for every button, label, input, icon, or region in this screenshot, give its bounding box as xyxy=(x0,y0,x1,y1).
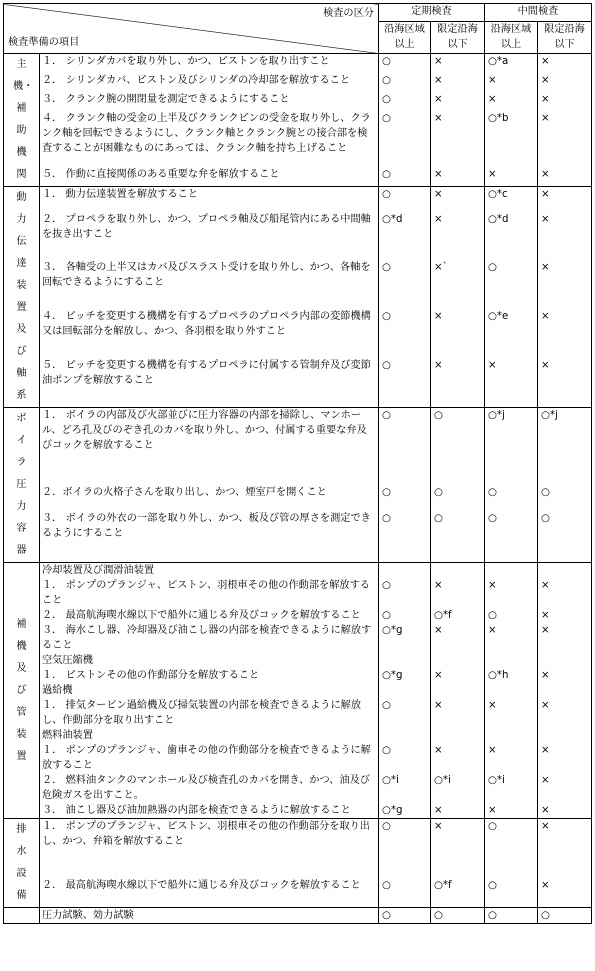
requirement-mark: × xyxy=(431,54,485,73)
item-description: １． ポンプのプランジャ、ピストン、羽根車その他の作動部分を取り出し、かつ、弁箱を解放すること xyxy=(40,819,379,878)
table-row xyxy=(4,358,592,408)
table-row xyxy=(4,653,592,668)
requirement-mark: × xyxy=(538,803,592,819)
item-description: １． ポンプのプランジャ、ピストン、羽根車その他の作動部を解放すること xyxy=(40,578,379,608)
requirement-mark: ○*i xyxy=(379,773,431,803)
requirement-mark: × xyxy=(538,819,592,878)
inspection-table xyxy=(3,3,592,924)
requirement-mark: ○*d xyxy=(485,212,538,261)
requirement-mark: ○*g xyxy=(379,803,431,819)
item-description: ５． ピッチを変更する機構を有するプロペラに付属する管制弁及び変節油ポンプを解放すること xyxy=(40,358,379,408)
table-row xyxy=(4,187,592,212)
requirement-mark: × xyxy=(485,743,538,773)
requirement-mark: ○ xyxy=(379,908,431,924)
requirement-mark xyxy=(431,728,485,743)
requirement-mark xyxy=(538,653,592,668)
requirement-mark xyxy=(379,563,431,579)
requirement-mark: × xyxy=(538,73,592,92)
requirement-mark: × xyxy=(485,167,538,186)
requirement-mark: × xyxy=(538,623,592,653)
requirement-mark xyxy=(538,683,592,698)
category-cell: 動力伝達装置及び軸系 xyxy=(4,187,40,408)
requirement-mark: × xyxy=(431,578,485,608)
requirement-mark: × xyxy=(431,187,485,212)
item-description: ２． プロペラを取り外し、かつ、プロペラ軸及び船尾管内にある中間軸を抜き出すこと xyxy=(40,212,379,261)
table-row xyxy=(4,698,592,728)
item-description: ４． クランク軸の受金の上半及びクランクピンの受金を取り外し、クランク軸を回転できるようにし、クランク軸とクランク腕との接合部を検査することが困難なものにあっては、クランク軸を持ち上げること xyxy=(40,111,379,167)
requirement-mark: × xyxy=(485,92,538,111)
requirement-mark xyxy=(485,653,538,668)
requirement-mark xyxy=(538,563,592,579)
requirement-mark xyxy=(538,728,592,743)
requirement-mark: ○ xyxy=(379,819,431,878)
requirement-mark: × xyxy=(431,803,485,819)
requirement-mark: × xyxy=(485,358,538,408)
requirement-mark xyxy=(485,728,538,743)
requirement-mark: × xyxy=(538,668,592,683)
requirement-mark: ○ xyxy=(485,878,538,908)
item-description: １． 排気タービン過給機及び掃気装置の内部を検査できるように解放し、作動部分を取り出すこと xyxy=(40,698,379,728)
item-description: ２． 最高航海喫水線以下で船外に通じる弁及びコックを解放すること xyxy=(40,878,379,908)
requirement-mark xyxy=(485,683,538,698)
requirement-mark: × xyxy=(431,698,485,728)
requirement-mark: × xyxy=(431,111,485,167)
requirement-mark xyxy=(431,683,485,698)
requirement-mark: × xyxy=(485,803,538,819)
requirement-mark: × xyxy=(431,358,485,408)
requirement-mark: ○*c xyxy=(485,187,538,212)
requirement-mark: × xyxy=(538,187,592,212)
requirement-mark: ○*h xyxy=(485,668,538,683)
intermediate-limited-under-header: 限定沿海以下 xyxy=(538,22,592,54)
requirement-mark: ○*g xyxy=(379,668,431,683)
periodic-inspection-header: 定期検査 xyxy=(379,4,485,22)
requirement-mark: × xyxy=(538,878,592,908)
item-description: ３． 海水こし器、冷却器及び油こし器の内部を検査できるように解放すること xyxy=(40,623,379,653)
table-row xyxy=(4,111,592,167)
requirement-mark: × xyxy=(431,212,485,261)
requirement-mark: × xyxy=(485,698,538,728)
requirement-mark: × xyxy=(431,167,485,186)
requirement-mark: ○ xyxy=(538,485,592,511)
requirement-mark: ○*i xyxy=(485,773,538,803)
item-description: 圧力試験、効力試験 xyxy=(40,908,379,924)
requirement-mark: × xyxy=(538,608,592,623)
requirement-mark: × xyxy=(431,819,485,878)
requirement-mark xyxy=(379,683,431,698)
category-cell: 排水設備 xyxy=(4,819,40,908)
item-description: １． ピストンその他の作動部分を解放すること xyxy=(40,668,379,683)
requirement-mark: × xyxy=(485,73,538,92)
item-description: 空気圧縮機 xyxy=(40,653,379,668)
table-row xyxy=(4,73,592,92)
requirement-mark: ○ xyxy=(379,309,431,358)
item-description: ３． ボイラの外衣の一部を取り外し、かつ、板及び管の厚さを測定できるようにすること xyxy=(40,511,379,563)
requirement-mark: × xyxy=(538,309,592,358)
requirement-mark: ○ xyxy=(485,485,538,511)
category-cell: 主機・補助機関 xyxy=(4,54,40,187)
requirement-mark: ○ xyxy=(485,260,538,309)
requirement-mark: ○ xyxy=(379,408,431,486)
requirement-mark: ○ xyxy=(538,511,592,563)
requirement-mark: ○ xyxy=(485,819,538,878)
requirement-mark: × xyxy=(485,623,538,653)
header-diagonal-cell xyxy=(4,4,379,54)
table-row xyxy=(4,878,592,908)
requirement-mark: × xyxy=(431,309,485,358)
table-row xyxy=(4,511,592,563)
table-row xyxy=(4,683,592,698)
requirement-mark: × xyxy=(485,578,538,608)
requirement-mark: × xyxy=(538,358,592,408)
table-row xyxy=(4,92,592,111)
requirement-mark: × xyxy=(431,743,485,773)
table-row xyxy=(4,773,592,803)
requirement-mark: × xyxy=(538,773,592,803)
requirement-mark: ○*j xyxy=(485,408,538,486)
item-description: １． 動力伝達装置を解放すること xyxy=(40,187,379,212)
requirement-mark xyxy=(379,653,431,668)
category-cell: ボイラ圧力容器 xyxy=(4,408,40,563)
requirement-mark: × xyxy=(538,578,592,608)
item-description: ５． 作動に直接関係のある重要な弁を解放すること xyxy=(40,167,379,186)
requirement-mark: ○ xyxy=(485,511,538,563)
requirement-mark: ○ xyxy=(379,260,431,309)
requirement-mark: ○ xyxy=(379,187,431,212)
requirement-mark: ○ xyxy=(379,358,431,408)
requirement-mark: ○ xyxy=(379,578,431,608)
requirement-mark: × xyxy=(538,698,592,728)
table-row xyxy=(4,578,592,608)
requirement-mark: ○*b xyxy=(485,111,538,167)
requirement-mark: ○ xyxy=(431,408,485,486)
periodic-coastal-over-header: 沿海区域以上 xyxy=(379,22,431,54)
requirement-mark: × xyxy=(538,260,592,309)
requirement-mark: ○ xyxy=(379,54,431,73)
table-row xyxy=(4,623,592,653)
requirement-mark: ○ xyxy=(379,511,431,563)
items-label: 検査準備の項目 xyxy=(8,37,80,48)
requirement-mark: ○*g xyxy=(379,623,431,653)
item-description: ３． 油こし器及び油加熱器の内部を検査できるように解放すること xyxy=(40,803,379,819)
requirement-mark xyxy=(431,653,485,668)
item-description: ２． 最高航海喫水線以下で船外に通じる弁及びコックを解放すること xyxy=(40,608,379,623)
item-description: ４． ピッチを変更する機構を有するプロペラのプロペラ内部の変節機構又は回転部分を解放し、かつ、各羽根を取り外すこと xyxy=(40,309,379,358)
item-description: ２． 燃料油タンクのマンホール及び検査孔のカバを開き、かつ、油及び危険ガスを出すこと。 xyxy=(40,773,379,803)
requirement-mark: ○ xyxy=(431,908,485,924)
requirement-mark: ○*j xyxy=(538,408,592,486)
requirement-mark: ○ xyxy=(431,485,485,511)
requirement-mark: ○ xyxy=(379,92,431,111)
requirement-mark: ○ xyxy=(379,485,431,511)
requirement-mark: ○ xyxy=(379,698,431,728)
item-description: 過給機 xyxy=(40,683,379,698)
periodic-limited-under-header: 限定沿海以下 xyxy=(431,22,485,54)
table-row xyxy=(4,260,592,309)
requirement-mark: ○ xyxy=(379,73,431,92)
requirement-mark: × xyxy=(538,92,592,111)
requirement-mark: × xyxy=(431,73,485,92)
requirement-mark: ○*a xyxy=(485,54,538,73)
requirement-mark: ○*f xyxy=(431,878,485,908)
requirement-mark: ○ xyxy=(485,608,538,623)
requirement-mark: ○*i xyxy=(431,773,485,803)
table-row xyxy=(4,743,592,773)
requirement-mark: × xyxy=(538,167,592,186)
table-row xyxy=(4,408,592,486)
item-description: １． ポンプのプランジャ、歯車その他の作動部分を検査できるように解放すること xyxy=(40,743,379,773)
requirement-mark: × xyxy=(538,54,592,73)
requirement-mark: ○*f xyxy=(431,608,485,623)
requirement-mark: ○ xyxy=(379,167,431,186)
division-label: 検査の区分 xyxy=(323,8,374,19)
requirement-mark: ○ xyxy=(379,608,431,623)
requirement-mark: × xyxy=(431,92,485,111)
table-row xyxy=(4,728,592,743)
requirement-mark: ○ xyxy=(379,878,431,908)
requirement-mark: ○*d xyxy=(379,212,431,261)
requirement-mark: × xyxy=(431,668,485,683)
table-row xyxy=(4,563,592,579)
item-description: ３． クランク腕の開閉量を測定できるようにすること xyxy=(40,92,379,111)
requirement-mark: × xyxy=(538,212,592,261)
item-description: 燃料油装置 xyxy=(40,728,379,743)
category-cell xyxy=(4,908,40,924)
requirement-mark xyxy=(485,563,538,579)
table-row xyxy=(4,54,592,73)
table-row xyxy=(4,668,592,683)
intermediate-inspection-header: 中間検査 xyxy=(485,4,592,22)
requirement-mark: ○ xyxy=(379,743,431,773)
requirement-mark: × xyxy=(538,743,592,773)
category-cell: 補機及び管装置 xyxy=(4,563,40,819)
table-row xyxy=(4,485,592,511)
item-description: １． シリンダカバを取り外し、かつ、ピストンを取り出すこと xyxy=(40,54,379,73)
requirement-mark xyxy=(379,728,431,743)
requirement-mark xyxy=(431,563,485,579)
table-row xyxy=(4,803,592,819)
item-description: １． ボイラの内部及び火部並びに圧力容器の内部を掃除し、マンホール、どろ孔及びのぞき孔のカバを取り外し、かつ、付属する重要な弁及びコックを解放すること xyxy=(40,408,379,486)
table-row xyxy=(4,908,592,924)
table-row xyxy=(4,819,592,878)
requirement-mark: × xyxy=(538,111,592,167)
requirement-mark: ○ xyxy=(431,511,485,563)
item-description: ３． 各軸受の上半又はカバ及びスラスト受けを取り外し、かつ、各軸を回転できるようにすること xyxy=(40,260,379,309)
requirement-mark: × xyxy=(431,623,485,653)
requirement-mark: ×` xyxy=(431,260,485,309)
requirement-mark: ○ xyxy=(485,908,538,924)
intermediate-coastal-over-header: 沿海区域以上 xyxy=(485,22,538,54)
requirement-mark: ○ xyxy=(538,908,592,924)
table-row xyxy=(4,309,592,358)
table-row xyxy=(4,212,592,261)
table-row xyxy=(4,608,592,623)
item-description: 冷却装置及び潤滑油装置 xyxy=(40,563,379,579)
item-description: ２．ボイラの火格子さんを取り出し、かつ、煙室戸を開くこと xyxy=(40,485,379,511)
requirement-mark: ○ xyxy=(379,111,431,167)
requirement-mark: ○*e xyxy=(485,309,538,358)
table-row xyxy=(4,167,592,186)
item-description: ２． シリンダカバ、ピストン及びシリンダの冷却部を解放すること xyxy=(40,73,379,92)
